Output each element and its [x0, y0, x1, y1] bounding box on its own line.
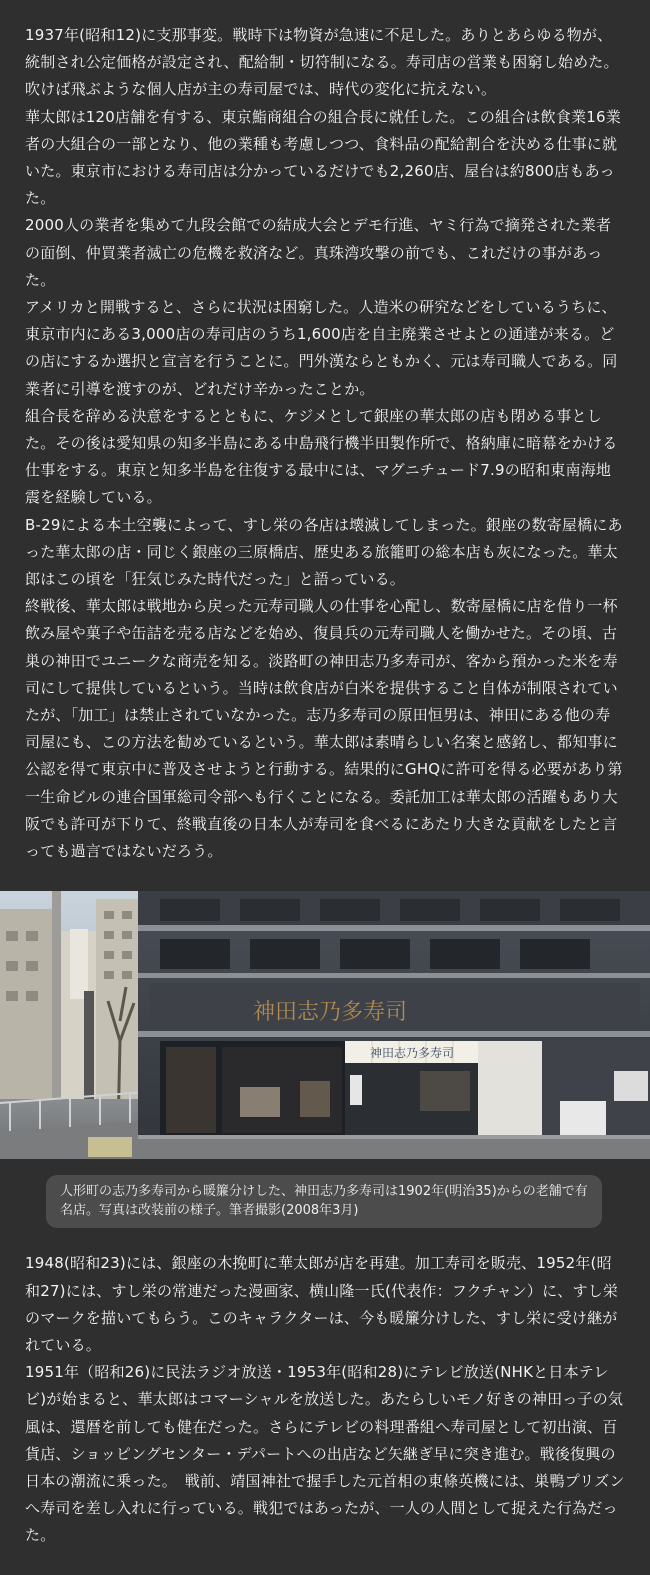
paragraph: 組合長を辞める決意をするとともに、ケジメとして銀座の華太郎の店も閉める事とした。その後は愛知県の知多半島にある中島飛行機半田製作所で、格納庫に暗幕をかける仕事をする。東京と知多半島を往復する最中には、マグニチュード7.9の昭和東南海地震を経験している。: [25, 406, 618, 507]
paragraph: 1948(昭和23)には、銀座の木挽町に華太郎が店を再建。加工寿司を販売、1952年(昭和27)には、すし栄の常連だった漫画家、横山隆一氏(代表作：フクチャン）に、すし栄のマークを描いてもらう。このキャラクターは、今も暖簾分けした、すし栄に受け継がれている。: [25, 1254, 619, 1354]
paragraph: 華太郎は120店舗を有する、東京鮨商組合の組合長に就任した。この組合は飲食業16業者の大組合の一部となり、他の業種も考慮しつつ、食料品の配給割合を決める仕事に就いた。東京市における寿司店は分かっているだけでも2,260店、屋台は約800店もあった。: [25, 107, 621, 208]
caption-wrap: [0, 1159, 650, 1228]
paragraph: 1937年(昭和12)に支那事変。戦時下は物資が急速に不足した。ありとあらゆる物が、統制され公定価格が設定され、配給制・切符制になる。寿司店の営業も困窮し始めた。吹けば飛ぶような個人店が主の寿司屋では、時代の変化に抗えない。: [25, 26, 619, 99]
noren-text: 神田志乃多寿司: [369, 1046, 455, 1061]
paragraph: 1951年（昭和26)に民法ラジオ放送・1953年(昭和28)にテレビ放送(NHKと日本テレビ)が始まると、華太郎はコマーシャルを放送した。あたらしいモノ好きの神田っ子の気風は、還暦を前しても健在だった。さらにテレビの料理番組へ寿司屋として初出演、百貨店、ショッピングセンター・デパートへの出店など矢継ぎ早に突き進む。戦後復興の日本の潮流に乗った。 戦前、靖国神社で握手した元首相の東條英機には、巣鴨プリズンへ寿司を差し入れに行っている。戦犯ではあったが、一人の人間として捉えた行為だった。: [25, 1363, 625, 1545]
paragraph: 2000人の業者を集めて九段会館での結成大会とデモ行進、ヤミ行為で摘発された業者の面倒、仲買業者滅亡の危機を救済など。真珠湾攻撃の前でも、これだけの事があった。: [25, 216, 612, 289]
paragraph: アメリカと開戦すると、さらに状況は困窮した。人造米の研究などをしているうちに、東京市内にある3,000店の寿司店のうち1,600店を自主廃業させよとの通達が来る。どの店にするか選択と宣言を行うことに。門外漢ならともかく、元は寿司職人である。同業者に引導を渡すのが、どれだけ辛かったことか。: [25, 298, 618, 398]
storefront-illustration: [0, 891, 650, 1159]
photo-caption: 人形町の志乃多寿司から暖簾分けした、神田志乃多寿司は1902年(明治35)からの老舗で有名店。写真は改装前の様子。筆者撮影(2008年3月): [46, 1175, 602, 1228]
storefront-photo: [0, 891, 650, 1159]
paragraph: 終戦後、華太郎は戦地から戻った元寿司職人の仕事を心配し、数寄屋橋に店を借り一杯飲み屋や菓子や缶詰を売る店などを始め、復員兵の元寿司職人を働かせた。その頃、古巣の神田でユニークな商売を知る。淡路町の神田志乃多寿司が、客から預かった米を寿司にして提供しているという。当時は飲食店が白米を提供すること自体が制限されていたが、「加工」は禁止されていなかった。志乃多寿司の原田恒男は、神田にある他の寿司屋にも、この方法を勧めているという。華太郎は素晴らしい名案と感銘し、都知事に公認を得て東京中に普及させようと行動する。結果的にGHQに許可を得る必要があり第一生命ビルの連合国軍総司令部へも行くことになる。委託加工は華太郎の活躍もあり大阪でも許可が下りて、終戦直後の日本人が寿司を食べるにあたり大きな貢献をしたと言っても過言ではないだろう。: [25, 597, 623, 861]
article-body-after: [0, 1228, 650, 1549]
paragraph: B-29による本土空襲によって、すし栄の各店は壊滅してしまった。銀座の数寄屋橋にあった華太郎の店・同じく銀座の三原橋店、歴史ある旅籠町の総本店も灰になった。華太郎はこの頃を「狂気じみた時代だった」と語っている。: [25, 515, 623, 589]
shop-sign-text: 神田志乃多寿司: [252, 1000, 408, 1026]
